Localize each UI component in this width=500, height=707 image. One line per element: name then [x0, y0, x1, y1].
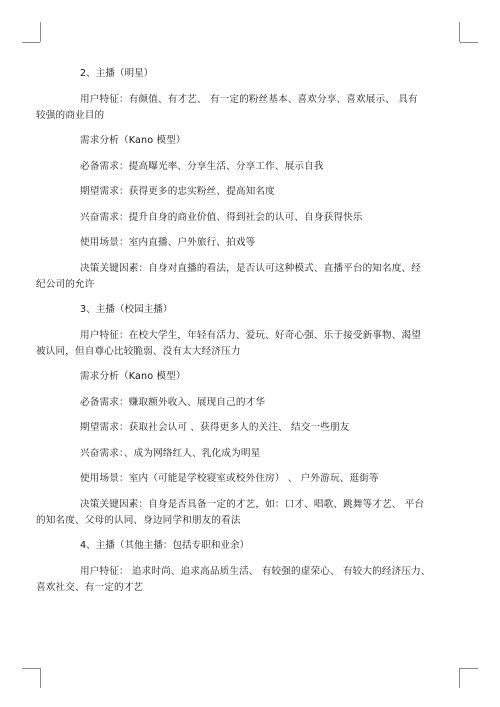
- usage-scenario: 使用场景：室内直播、户外旅行、拍戏等: [80, 237, 256, 248]
- must-have-needs: 必备需求：赚取额外收入、展现自己的才华: [80, 396, 266, 408]
- decision-factors: 决策关键因素：自身对直播的看法，是否认可这种模式、直播平台的知名度、经: [80, 262, 422, 274]
- user-traits: 用户特征： 追求时尚、追求高品质生活、 有较强的虚荣心、 有较大的经济压力、: [80, 565, 431, 577]
- must-have-needs: 必备需求：提高曝光率、分享生活、分享工作、展示自我: [80, 160, 324, 172]
- user-traits-cont: 被认同，但自尊心比较脆弱、没有太大经济压力: [36, 345, 241, 357]
- document-body: [36, 66, 464, 605]
- user-traits-cont: 较强的商业目的: [36, 109, 105, 121]
- crop-mark-bottom-left-h: [22, 668, 40, 669]
- user-traits-cont: 喜欢社交、有一定的才艺: [36, 581, 144, 593]
- decision-factors-cont: 纪公司的允许: [36, 278, 95, 290]
- crop-mark-top-right: [459, 22, 460, 42]
- crop-mark-top-right-h: [460, 42, 478, 43]
- crop-mark-top-left: [40, 22, 41, 42]
- crop-mark-bottom-right: [459, 668, 460, 688]
- expected-needs: 期望需求：获得更多的忠实粉丝、提高知名度: [80, 186, 275, 197]
- section-heading: 2、主播（明星）: [80, 68, 154, 79]
- excitement-needs: 兴奋需求：提升自身的商业价值、得到社会的认可、自身获得快乐: [80, 211, 363, 223]
- demand-analysis-title: 需求分析（Kano 模型）: [80, 135, 186, 146]
- section-heading: 4、主播（其他主播：包括专职和业余）: [80, 540, 250, 551]
- decision-factors-cont: 的知名度、父母的认同、身边同学和朋友的看法: [36, 514, 241, 526]
- user-traits: 用户特征：在校大学生，年轻有活力、爱玩、好奇心强、乐于接受新事物、渴望: [80, 329, 422, 341]
- expected-needs: 期望需求：获取社会认可 、获得更多人的关注、 结交一些朋友: [80, 422, 350, 433]
- crop-mark-top-left-h: [22, 42, 40, 43]
- demand-analysis-title: 需求分析（Kano 模型）: [80, 371, 186, 382]
- excitement-needs: 兴奋需求：、成为网络红人、乳化成为明星: [80, 447, 261, 459]
- crop-mark-bottom-left: [40, 668, 41, 688]
- section-heading: 3、主播（校园主播）: [80, 304, 173, 315]
- crop-mark-bottom-right-h: [460, 668, 478, 669]
- user-traits: 用户特征：有颜值、有才艺、 有一定的粉丝基本、喜欢分享、喜欢展示、 具有: [80, 93, 418, 105]
- usage-scenario: 使用场景：室内（可能是学校寝室或校外住房） 、 户外游玩、逛街等: [80, 473, 379, 484]
- decision-factors: 决策关键因素：自身是否具备一定的才艺，如：口才、唱歌、跳舞等才艺、 平台: [80, 498, 425, 510]
